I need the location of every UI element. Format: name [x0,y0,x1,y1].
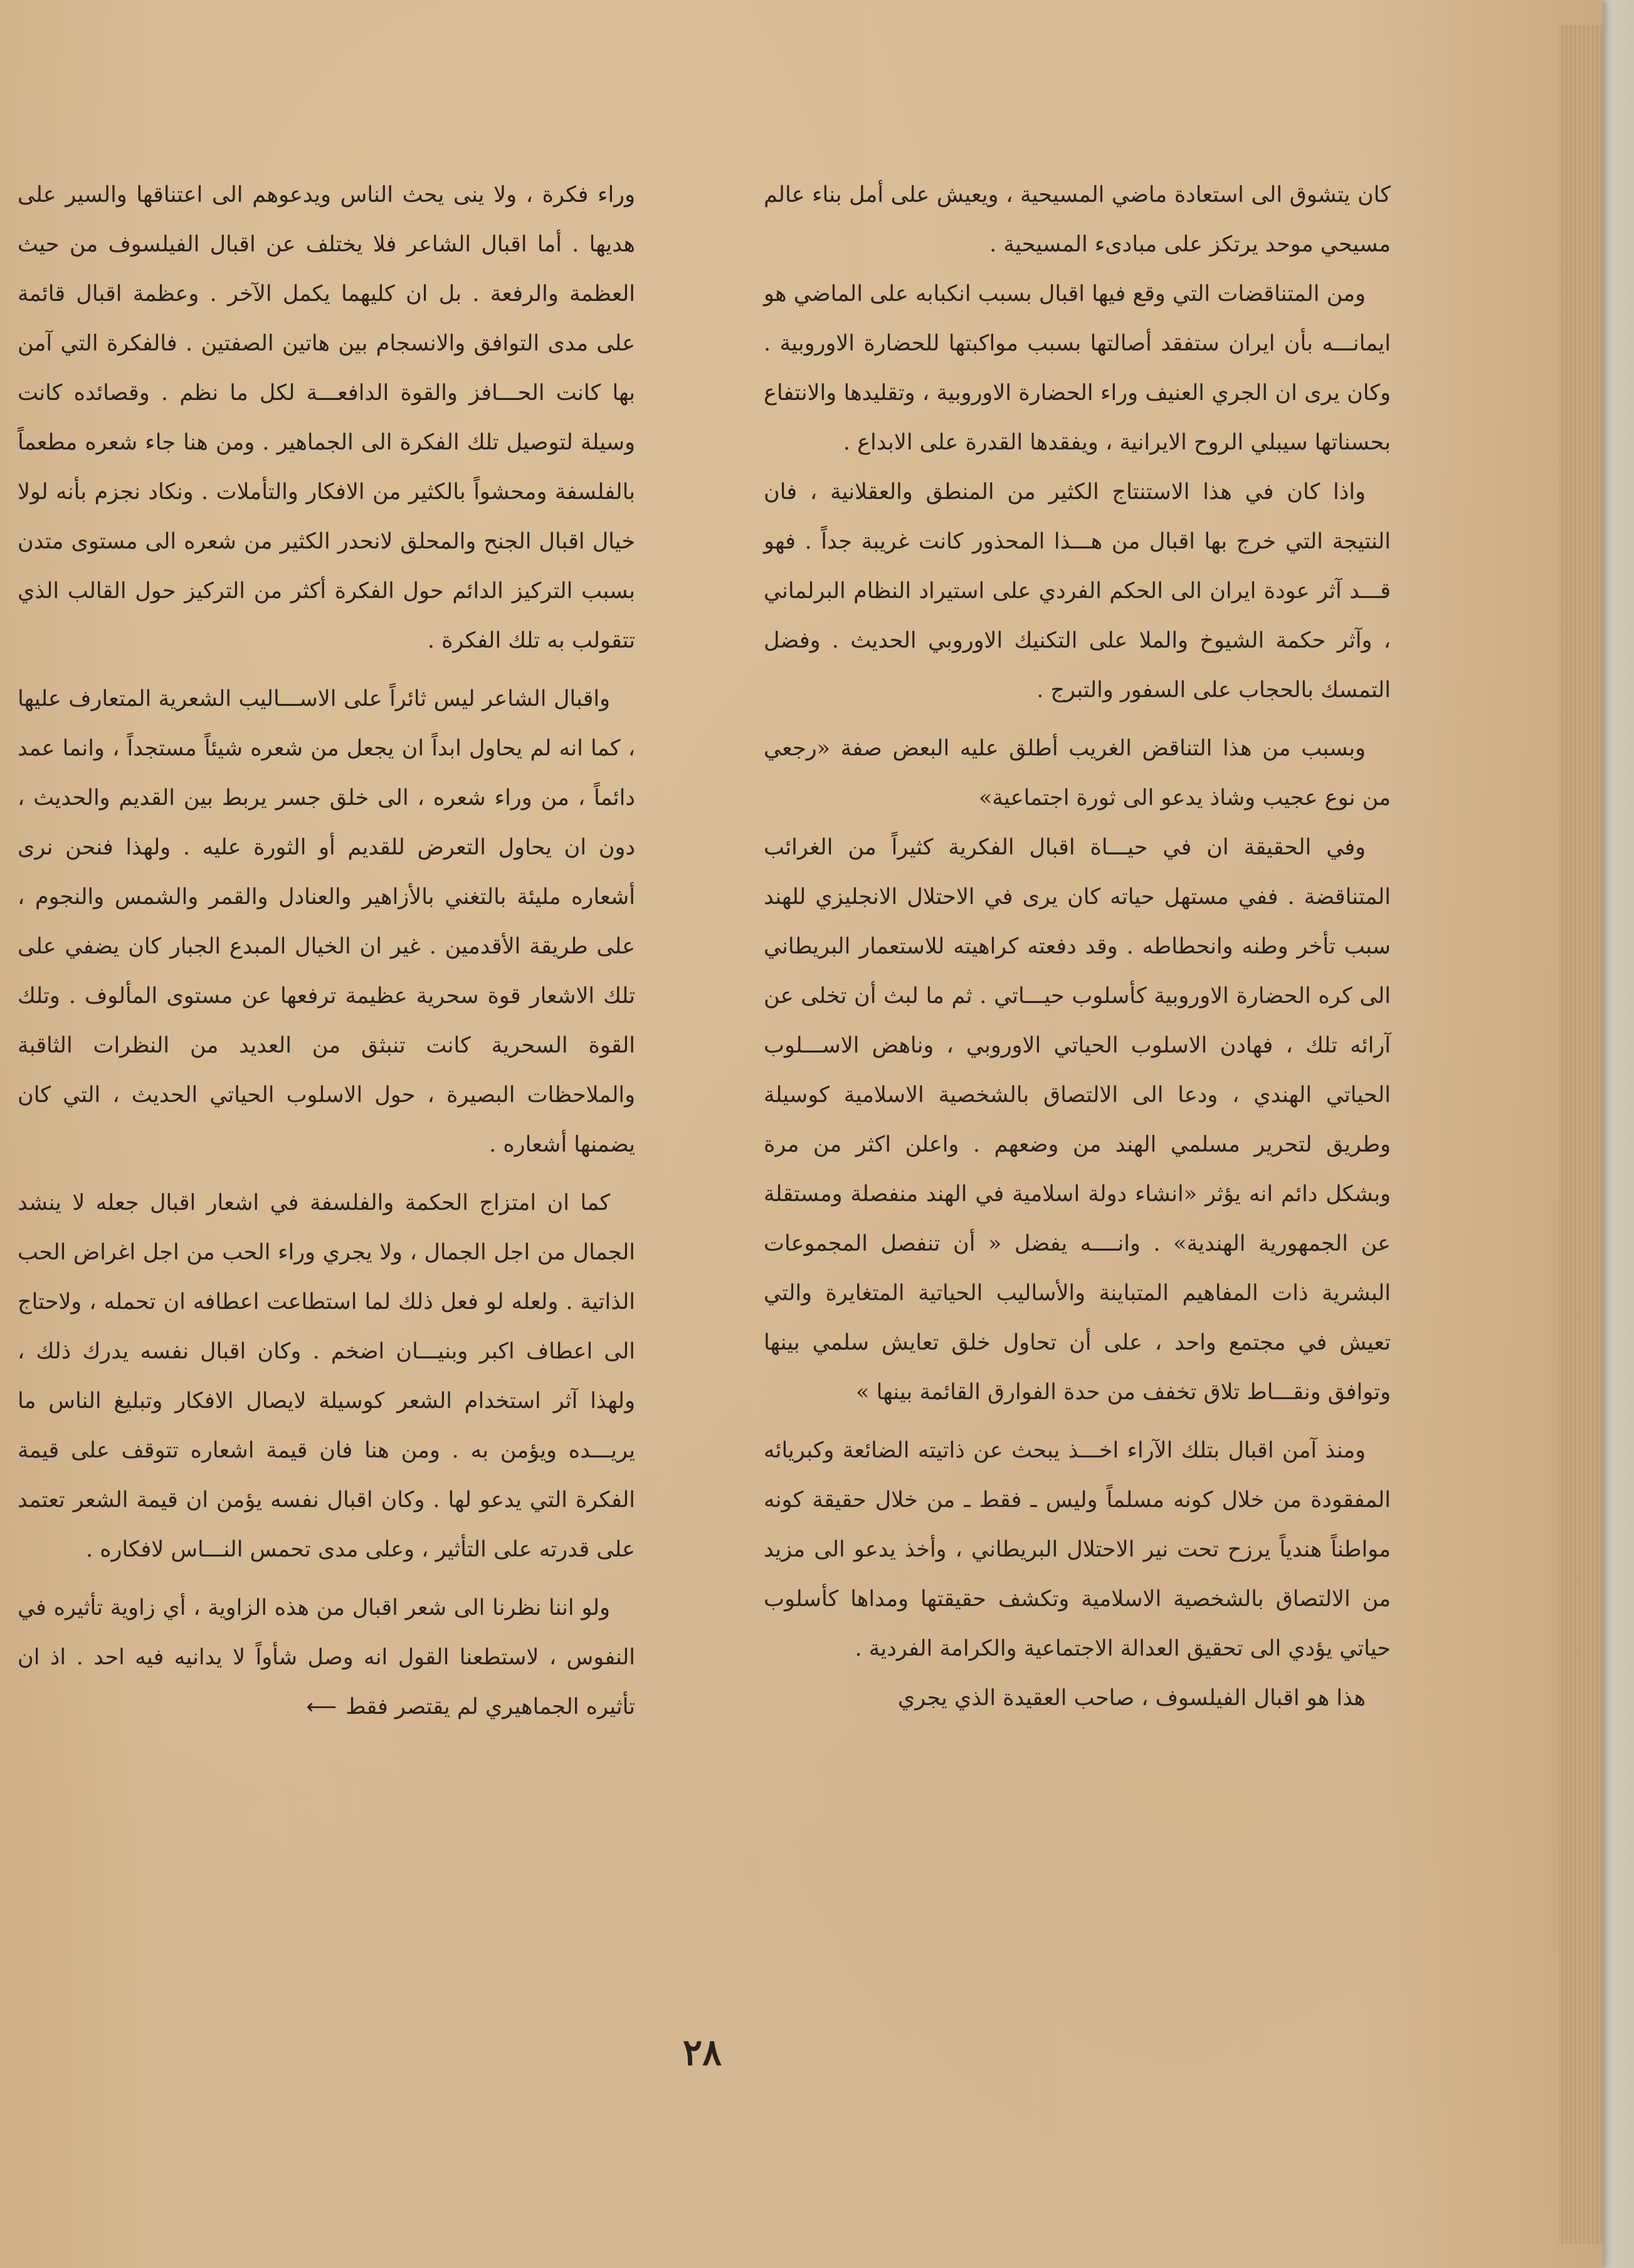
page-number: ٢٨ [682,2031,722,2074]
paragraph: ومنذ آمن اقبال بتلك الآراء اخـــذ يبحث عن ذاتيته الضائعة وكبريائه المفقودة من خلال كونه مسلماً وليس ـ فقط ـ من خلال حقيقة كونه مواطناً هندياً يرزح تحت نير الاحتلال البريطاني ، وأخذ يدعو الى مزيد من الالتصاق بالشخصية الاسلامية وتكشف حقيقتها ومداها كأسلوب حياتي يؤدي الى تحقيق العدالة الاجتماعية والكرامة الفردية . [764,1438,1391,1661]
right-text-column [764,171,1391,1723]
paragraph: وفي الحقيقة ان في حيـــاة اقبال الفكرية كثيراً من الغرائب المتناقضة . ففي مستهل حياته كان يرى في الاحتلال الانجليزي للهند سبب تأخر وطنه وانحطاطه . وقد دفعته كراهيته للاستعمار البريطاني الى كره الحضارة الاوروبية كأسلوب حيـــاتي . ثم ما لبث أن تخلى عن آرائه تلك ، فهادن الاسلوب الحياتي الاوروبي ، وناهض الاســـلوب الحياتي الهندي ، ودعا الى الالتصاق بالشخصية الاسلامية كوسيلة وطريق لتحرير مسلمي الهند من وضعهم . واعلن اكثر من مرة وبشكل دائم انه يؤثر «انشاء دولة اسلامية في الهند منفصلة ومستقلة عن الجمهورية الهندية» . وانــــه يفضل « أن تنفصل المجموعات البشرية ذات المفاهيم المتباينة والأساليب الحياتية المتغايرة والتي تعيش في مجتمع واحد ، على أن تحاول خلق تعايش سلمي بينها وتوافق ونقـــاط تلاق تخفف من حدة الفوارق القائمة بينها » [764,835,1391,1405]
paragraph: كما ان امتزاج الحكمة والفلسفة في اشعار اقبال جعله لا ينشد الجمال من اجل الجمال ، ولا يجري وراء الحب من اجل اغراض الحب الذاتية . ولعله لو فعل ذلك لما استطاعت اعطافه ان تحمله ، ولاحتاج الى اعطاف اكبر وبنيـــان اضخم . وكان اقبال نفسه يدرك ذلك ، ولهذا آثر استخدام الشعر كوسيلة لايصال الافكار وتبليغ الناس ما يريـــده ويؤمن به . ومن هنا فان قيمة اشعاره تتوقف على قيمة الفكرة التي يدعو لها . وكان اقبال نفسه يؤمن ان قيمة الشعر تعتمد على قدرته على التأثير ، وعلى مدى تحمس النـــاس لافكاره . [18,1190,635,1562]
paragraph: واقبال الشاعر ليس ثائراً على الاســـاليب الشعرية المتعارف عليها ، كما انه لم يحاول ابداً ان يجعل من شعره شيئاً مستجداً ، وانما عمد دائماً ، من وراء شعره ، الى خلق جسر يربط بين القديم والحديث ، دون ان يحاول التعرض للقديم أو الثورة عليه . ولهذا فنحن نرى أشعاره مليئة بالتغني بالأزاهير والعنادل والقمر والشمس والنجوم ، على طريقة الأقدمين . غير ان الخيال المبدع الجبار كان يضفي على تلك الاشعار قوة سحرية عظيمة ترفعها عن مستوى المألوف . وتلك القوة السحرية كانت تنبثق من العديد من النظرات الثاقبة والملاحظات البصيرة ، حول الاسلوب الحياتي الحديث ، التي كان يضمنها أشعاره . [18,686,635,1157]
paragraph: هذا هو اقبال الفيلسوف ، صاحب العقيدة الذي يجري [897,1686,1366,1711]
paragraph: كان يتشوق الى استعادة ماضي المسيحية ، ويعيش على أمل بناء عالم مسيحي موحد يرتكز على مبادىء المسيحية . [764,182,1391,257]
continuation-arrow-icon: ⟵ [306,1694,337,1719]
left-text-column [18,171,635,1732]
paragraph: واذا كان في هذا الاستنتاج الكثير من المنطق والعقلانية ، فان النتيجة التي خرج بها اقبال من هـــذا المحذور كانت غريبة جداً . فهو قـــد آثر عودة ايران الى الحكم الفردي على استيراد النظام البرلماني ، وآثر حكمة الشيوخ والملا على التكنيك الاوروبي الحديث . وفضل التمسك بالحجاب على السفور والتبرج . [764,480,1391,703]
paragraph: ومن المتناقضات التي وقع فيها اقبال بسبب انكبابه على الماضي هو ايمانـــه بأن ايران ستفقد أصالتها بسبب مواكبتها للحضارة الاوروبية . وكان يرى ان الجري العنيف وراء الحضارة الاوروبية ، وتقليدها والانتفاع بحسناتها سيبلي الروح الايرانية ، ويفقدها القدرة على الابداع . [764,281,1391,455]
paragraph: وراء فكرة ، ولا ينى يحث الناس ويدعوهم الى اعتناقها والسير على هديها . أما اقبال الشاعر فلا يختلف عن اقبال الفيلسوف من حيث العظمة والرفعة . بل ان كليهما يكمل الآخر . وعظمة اقبال قائمة على مدى التوافق والانسجام بين هاتين الصفتين . فالفكرة التي آمن بها كانت الحـــافز والقوة الدافعـــة لكل ما نظم . وقصائده كانت وسيلة لتوصيل تلك الفكرة الى الجماهير . ومن هنا جاء شعره مطعماً بالفلسفة ومحشواً بالكثير من الافكار والتأملات . ونكاد نجزم بأنه لولا خيال اقبال الجنح والمحلق لانحدر الكثير من شعره الى مستوى متدن بسبب التركيز الدائم حول الفكرة أكثر من التركيز حول القالب الذي تتقولب به تلك الفكرة . [18,182,635,653]
paragraph-text: ولو اننا نظرنا الى شعر اقبال من هذه الزاوية ، أي زاوية تأثيره في النفوس ، لاستطعنا القول انه وصل شأواً لا يدانيه فيه احد . اذ ان تأثيره الجماهيري لم يقتصر فقط [18,1595,635,1719]
page-edge [1559,25,1603,2244]
paragraph: وبسبب من هذا التناقض الغريب أطلق عليه البعض صفة «رجعي من نوع عجيب وشاذ يدعو الى ثورة اجتماعية» [764,736,1391,811]
paragraph [18,1583,635,1732]
